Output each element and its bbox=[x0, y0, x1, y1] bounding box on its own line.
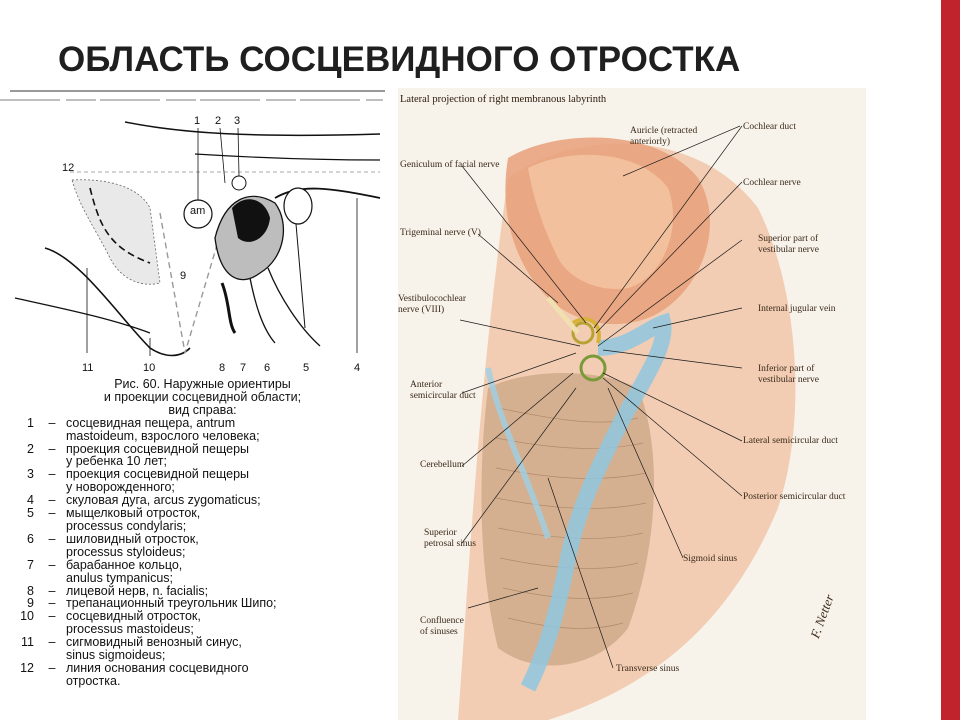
caption-item-dash: – bbox=[48, 583, 56, 598]
caption-item-dash: – bbox=[48, 557, 56, 572]
right-figure-panel bbox=[398, 88, 866, 720]
fig-number-5: 5 bbox=[303, 362, 310, 374]
caption-item-dash: – bbox=[48, 467, 56, 482]
caption-item-number: 6 bbox=[27, 531, 34, 546]
fig-label-am: am bbox=[190, 205, 206, 217]
caption-head-1: Рис. 60. Наружные ориентиры bbox=[114, 377, 291, 391]
caption-item-text: проекция сосцевидной пещеры bbox=[66, 441, 250, 456]
label-cochlear-nerve-text: Cochlear nerve bbox=[743, 178, 801, 188]
caption-item-number: 9 bbox=[27, 596, 34, 611]
caption-item-text: anulus tympanicus; bbox=[66, 570, 174, 585]
caption-item-number: 12 bbox=[20, 660, 34, 675]
caption-item-text: трепанационный треугольник Шипо; bbox=[66, 596, 277, 611]
caption-item-row bbox=[0, 430, 405, 443]
fig-number-11: 11 bbox=[82, 362, 94, 374]
caption-item-dash: – bbox=[48, 635, 56, 650]
caption-item-text: скуловая дуга, arcus zygomaticus; bbox=[66, 493, 261, 508]
fig-number-1: 1 bbox=[194, 115, 201, 127]
fig-number-9: 9 bbox=[180, 270, 187, 282]
label-anterior-semicircular-2: semicircular duct bbox=[410, 390, 476, 401]
caption-head-2: и проекции сосцевидной области; bbox=[103, 389, 302, 404]
label-auricle-1: Auricle (retracted bbox=[630, 126, 698, 136]
label-confluence-1: Confluence bbox=[420, 616, 464, 626]
label-posterior-semicircular bbox=[743, 492, 845, 503]
mastoid-schematic bbox=[0, 88, 400, 388]
caption-item-row bbox=[0, 675, 405, 688]
caption-head-3: вид справа: bbox=[168, 402, 237, 417]
caption-item-row bbox=[0, 546, 405, 559]
fig-number-4: 4 bbox=[354, 362, 361, 374]
caption-item-row bbox=[0, 494, 405, 507]
caption-item-row bbox=[0, 636, 405, 649]
caption-item-number: 7 bbox=[27, 557, 34, 572]
caption-item-number: 5 bbox=[27, 506, 34, 521]
fig-number-3: 3 bbox=[234, 115, 241, 127]
caption-item-dash: – bbox=[48, 441, 56, 456]
caption-item-row bbox=[0, 662, 405, 675]
caption-item-text: sinus sigmoideus; bbox=[66, 648, 166, 663]
label-transverse-sinus bbox=[616, 664, 679, 675]
fig-number-12: 12 bbox=[62, 162, 75, 174]
label-lateral-semicircular bbox=[743, 436, 838, 447]
label-anterior-semicircular bbox=[410, 380, 476, 401]
label-anterior-semicircular-1: Anterior bbox=[410, 380, 443, 390]
accent-bar bbox=[941, 0, 960, 720]
label-confluence-2: of sinuses bbox=[420, 626, 458, 637]
label-trigeminal bbox=[400, 228, 481, 239]
caption-item-row bbox=[0, 597, 405, 610]
caption-item-text: processus mastoideus; bbox=[66, 622, 194, 637]
label-inferior-vestibular-2: vestibular nerve bbox=[758, 374, 819, 385]
label-cochlear-duct bbox=[743, 122, 796, 133]
caption-item-dash: – bbox=[48, 493, 56, 508]
caption-item-text: барабанное кольцо, bbox=[66, 557, 183, 572]
label-cochlear-duct-text: Cochlear duct bbox=[743, 122, 797, 132]
caption-item-dash: – bbox=[48, 609, 56, 624]
caption-item-text: лицевой нерв, n. facialis; bbox=[66, 583, 209, 598]
label-vestibulocochlear-2: nerve (VIII) bbox=[398, 304, 445, 315]
caption-item-number: 1 bbox=[27, 415, 34, 430]
caption-item-row bbox=[0, 559, 405, 572]
caption-item-row bbox=[0, 533, 405, 546]
caption-items bbox=[0, 417, 405, 688]
label-transverse-sinus-text: Transverse sinus bbox=[616, 664, 680, 674]
caption-item-text: processus styloideus; bbox=[66, 544, 186, 559]
left-figure-panel bbox=[0, 88, 400, 720]
caption-item-dash: – bbox=[48, 415, 56, 430]
caption-item-number: 11 bbox=[21, 635, 34, 650]
label-cochlear-nerve bbox=[743, 178, 801, 189]
label-auricle bbox=[630, 126, 697, 147]
label-vestibulocochlear bbox=[398, 294, 466, 315]
label-inferior-vestibular-1: Inferior part of bbox=[758, 364, 815, 374]
caption-item-text: мыщелковый отросток, bbox=[66, 506, 201, 521]
fig-number-8: 8 bbox=[219, 362, 226, 374]
fig-number-6: 6 bbox=[264, 362, 271, 374]
fig-number-7: 7 bbox=[240, 362, 247, 374]
label-vestibulocochlear-1: Vestibulocochlear bbox=[398, 294, 467, 304]
label-superior-vestibular bbox=[758, 234, 819, 255]
caption-item-number: 10 bbox=[20, 609, 34, 624]
caption-item-text: сигмовидный венозный синус, bbox=[66, 635, 242, 650]
figure-caption bbox=[0, 378, 405, 688]
label-superior-petrosal-1: Superior bbox=[424, 528, 457, 538]
caption-item-row bbox=[0, 520, 405, 533]
caption-item-row bbox=[0, 649, 405, 662]
caption-item-dash: – bbox=[48, 531, 56, 546]
fig-number-2: 2 bbox=[215, 115, 222, 127]
caption-item-row bbox=[0, 610, 405, 623]
caption-item-dash: – bbox=[48, 596, 56, 611]
slide-title: ОБЛАСТЬ СОСЦЕВИДНОГО ОТРОСТКА bbox=[58, 40, 741, 79]
label-geniculum bbox=[400, 160, 499, 171]
label-cerebellum-text: Cerebellum bbox=[420, 460, 465, 470]
illustration-title: Lateral projection of right membranous labyrinth bbox=[400, 94, 607, 105]
caption-item-text: processus condylaris; bbox=[66, 518, 187, 533]
caption-item-text: линия основания сосцевидного bbox=[66, 660, 249, 675]
caption-item-text: шиловидный отросток, bbox=[66, 531, 199, 546]
caption-item-row bbox=[0, 572, 405, 585]
fig-number-10: 10 bbox=[143, 362, 156, 374]
label-trigeminal-text: Trigeminal nerve (V) bbox=[400, 228, 481, 238]
caption-item-row bbox=[0, 443, 405, 456]
caption-item-text: mastoideum, взрослого человека; bbox=[66, 428, 260, 443]
caption-item-number: 4 bbox=[27, 493, 34, 508]
caption-item-row bbox=[0, 468, 405, 481]
label-posterior-semicircular-text: Posterior semicircular duct bbox=[743, 492, 846, 502]
label-internal-jugular-text: Internal jugular vein bbox=[758, 304, 836, 314]
caption-item-text: отростка. bbox=[66, 673, 121, 688]
caption-item-text: сосцевидный отросток, bbox=[66, 609, 201, 624]
label-superior-vestibular-1: Superior part of bbox=[758, 234, 819, 244]
label-internal-jugular bbox=[758, 304, 836, 315]
label-geniculum-text: Geniculum of facial nerve bbox=[400, 160, 500, 170]
caption-item-text: у новорожденного; bbox=[66, 480, 175, 495]
label-superior-petrosal bbox=[424, 528, 476, 549]
caption-item-dash: – bbox=[48, 506, 56, 521]
label-cerebellum bbox=[420, 460, 464, 471]
caption-item-number: 8 bbox=[27, 583, 34, 598]
label-auricle-2: anteriorly) bbox=[630, 136, 671, 147]
caption-item-dash: – bbox=[48, 660, 56, 675]
caption-item-number: 3 bbox=[27, 467, 34, 482]
caption-item-text: проекция сосцевидной пещеры bbox=[66, 467, 250, 482]
caption-item-text: сосцевидная пещера, antrum bbox=[66, 415, 236, 430]
caption-item-row bbox=[0, 507, 405, 520]
caption-item-text: у ребенка 10 лет; bbox=[66, 454, 167, 469]
label-sigmoid-sinus bbox=[683, 554, 737, 565]
label-superior-vestibular-2: vestibular nerve bbox=[758, 244, 819, 255]
caption-item-number: 2 bbox=[27, 441, 34, 456]
label-confluence bbox=[420, 616, 464, 637]
caption-item-row bbox=[0, 417, 405, 430]
artist-signature: F. Netter bbox=[807, 592, 837, 641]
label-superior-petrosal-2: petrosal sinus bbox=[424, 538, 476, 549]
label-inferior-vestibular bbox=[758, 364, 819, 385]
label-lateral-semicircular-text: Lateral semicircular duct bbox=[743, 436, 838, 446]
label-sigmoid-sinus-text: Sigmoid sinus bbox=[683, 554, 738, 564]
